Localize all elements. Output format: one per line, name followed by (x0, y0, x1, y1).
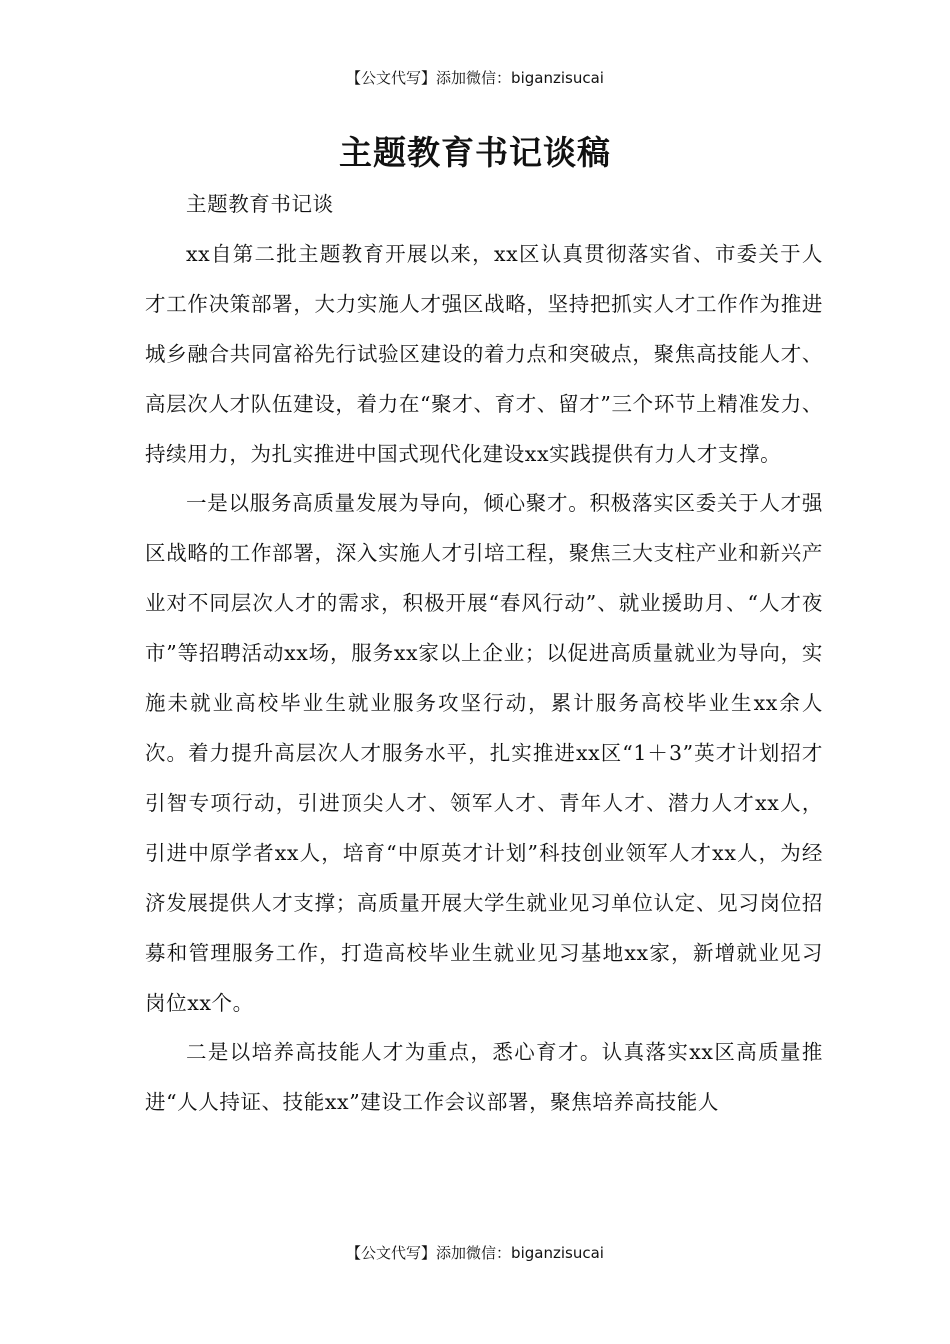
body-paragraph-subtitle: 主题教育书记谈 (186, 192, 334, 216)
document-body (145, 180, 823, 1128)
header-watermark-note: 【公文代写】添加微信：biganzisucai (346, 69, 604, 87)
body-paragraph-point-one: 一是以服务高质量发展为导向，倾心聚才。积极落实区委关于人才强区战略的工作部署，深入实施人才引培工程，聚焦三大支柱产业和新兴产业对不同层次人才的需求，积极开展“春风行动”、就业援助月、“人才夜市”等招聘活动xx场，服务xx家以上企业；以促进高质量就业为导向，实施未就业高校毕业生就业服务攻坚行动，累计服务高校毕业生xx余人次。着力提升高层次人才服务水平，扎实推进xx区“1＋3”英才计划招才引智专项行动，引进顶尖人才、领军人才、青年人才、潜力人才xx人，引进中原学者xx人，培育“中原英才计划”科技创业领军人才xx人，为经济发展提供人才支撑；高质量开展大学生就业见习单位认定、见习岗位招募和管理服务工作，打造高校毕业生就业见习基地xx家，新增就业见习岗位xx个。 (145, 491, 823, 1015)
body-paragraph-point-two: 二是以培养高技能人才为重点，悉心育才。认真落实xx区高质量推进“人人持证、技能xx”建设工作会议部署，聚焦培养高技能人 (145, 1040, 823, 1115)
body-paragraph-intro: xx自第二批主题教育开展以来，xx区认真贯彻落实省、市委关于人才工作决策部署，大力实施人才强区战略，坚持把抓实人才工作作为推进城乡融合共同富裕先行试验区建设的着力点和突破点，聚焦高技能人才、高层次人才队伍建设，着力在“聚才、育才、留才”三个环节上精准发力、持续用力，为扎实推进中国式现代化建设xx实践提供有力人才支撑。 (145, 241, 823, 466)
footer-watermark-note: 【公文代写】添加微信：biganzisucai (346, 1244, 604, 1262)
document-title: 主题教育书记谈稿 (339, 133, 611, 172)
